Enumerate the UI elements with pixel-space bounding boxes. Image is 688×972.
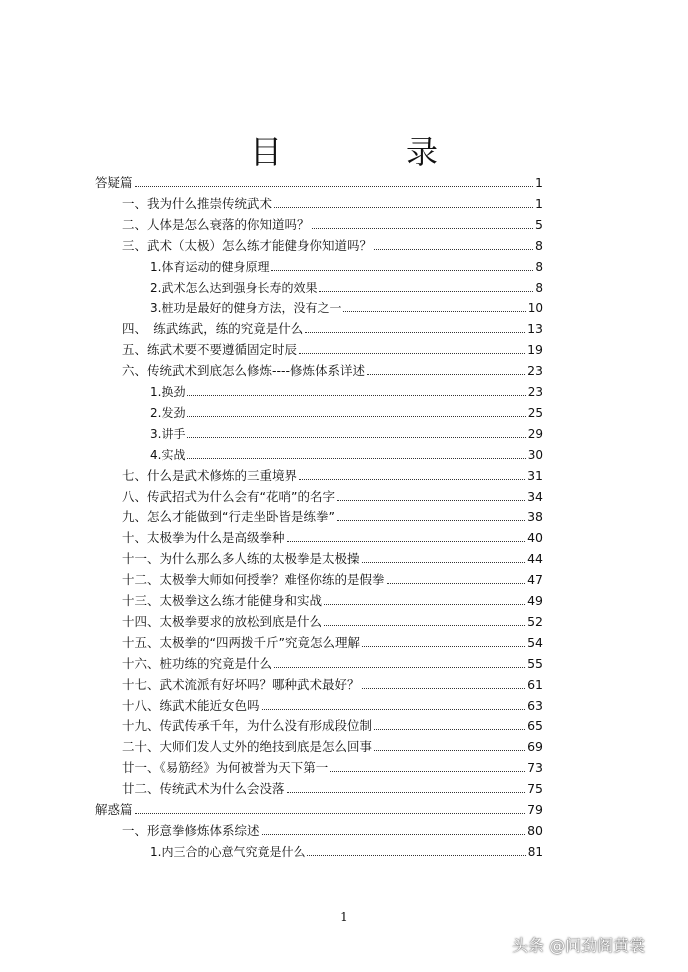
toc-entry-label: 二、人体是怎么衰落的你知道吗？ [122,216,310,232]
watermark: 头条 @问劲阁黄裳 [512,936,646,955]
toc-entry-label: 九、怎么才能做到“行走坐卧皆是练拳” [122,509,335,525]
toc-entry[interactable] [122,196,543,212]
toc-entry[interactable] [150,447,543,463]
toc-entry-page: 40 [527,530,543,546]
toc-entry-label: 2.武术怎么达到强身长寿的效果 [150,280,318,295]
toc-entry[interactable] [150,384,543,400]
toc-entry-page: 10 [527,301,543,316]
toc-entry-label: 1.内三合的心意气究竟是什么 [150,844,306,859]
toc-entry-page: 79 [527,802,543,817]
toc-entry[interactable] [122,489,543,505]
toc-entry-page: 75 [527,781,543,797]
toc-leader-dots [271,269,533,271]
toc-leader-dots [312,227,534,229]
toc-leader-dots [387,582,526,584]
toc-entry-label: 十六、桩功练的究竟是什么 [122,655,273,671]
toc-entry-label: 十三、太极拳这么练才能健身和实战 [122,593,323,608]
toc-entry-page: 25 [527,405,543,420]
toc-leader-dots [362,687,526,689]
toc-entry-label: 八、传武招式为什么会有“花哨”的名字 [122,488,335,504]
toc-entry[interactable] [150,844,543,860]
toc-entry-label: 十八、练武术能近女色吗 [122,697,260,713]
toc-entry-label: 1.体育运动的健身原理 [150,259,270,274]
toc-entry-page: 1 [535,175,543,190]
toc-leader-dots [187,457,525,459]
toc-leader-dots [187,415,525,417]
toc-entry-page: 69 [527,739,543,755]
toc-entry-label: 2.发劲 [150,405,186,420]
toc-leader-dots [337,519,525,521]
toc-entry-page: 1 [535,195,543,211]
toc-entry-page: 30 [527,447,543,462]
toc-entry-page: 73 [527,760,543,776]
toc-entry[interactable] [122,363,543,379]
toc-entry-page: 81 [527,844,543,859]
table-of-contents [0,175,688,865]
toc-entry-label: 二十、大师们发人丈外的绝技到底是怎么回事 [122,739,373,755]
toc-entry[interactable] [150,280,543,296]
toc-entry[interactable] [122,656,543,672]
toc-entry-page: 23 [527,385,543,399]
toc-leader-dots [319,290,533,292]
toc-leader-dots [362,645,525,647]
toc-entry-page: 13 [527,321,543,337]
toc-leader-dots [362,561,526,563]
toc-leader-dots [187,394,525,396]
toc-entry-page: 23 [527,363,543,379]
toc-entry[interactable] [122,739,543,755]
toc-entry-label: 五、练武术要不要遵循固定时辰 [122,342,298,358]
toc-leader-dots [307,854,525,856]
toc-entry[interactable] [122,551,543,567]
toc-entry-page: 8 [535,237,543,253]
toc-entry-page: 55 [527,655,543,671]
toc-entry-label: 廿一、《易筋经》为何被誉为天下第一 [122,760,329,776]
toc-entry-label: 十一、为什么那么多人练的太极拳是太极操 [122,551,360,567]
toc-entry-label: 六、传统武术到底怎么修炼----修炼体系详述 [122,363,366,379]
toc-entry[interactable] [122,718,543,734]
toc-entry[interactable] [150,300,543,316]
toc-entry-label: 答疑篇 [95,175,133,190]
toc-entry-page: 44 [527,551,543,567]
toc-entry-label: 解惑篇 [95,802,133,817]
toc-entry-label: 十七、武术流派有好坏吗？哪种武术最好？ [122,676,360,692]
toc-entry-page: 61 [527,676,543,692]
toc-entry-page: 80 [527,822,543,838]
toc-entry[interactable] [122,572,543,588]
toc-entry-page: 29 [527,426,543,441]
toc-leader-dots [135,185,534,187]
toc-entry-label: 一、形意拳修炼体系综述 [122,822,260,838]
toc-entry[interactable] [95,802,543,818]
toc-leader-dots [374,749,525,751]
toc-entry[interactable] [122,468,543,484]
page-title: 目 录 [249,133,484,171]
toc-leader-dots [374,728,525,730]
toc-entry[interactable] [122,593,543,609]
toc-entry-label: 四、 练武练武，练的究竟是什么 [122,321,304,337]
toc-leader-dots [262,708,526,710]
toc-entry-page: 63 [527,697,543,713]
toc-entry[interactable] [122,217,543,233]
toc-leader-dots [299,352,525,354]
toc-entry-page: 8 [535,259,543,274]
toc-leader-dots [337,499,525,501]
toc-entry[interactable] [122,509,543,525]
toc-entry-page: 49 [527,593,543,608]
toc-entry[interactable] [122,530,543,546]
toc-leader-dots [343,310,525,312]
toc-leader-dots [274,206,533,208]
toc-entry-page: 47 [527,572,543,588]
toc-entry[interactable] [122,321,543,337]
toc-leader-dots [187,436,525,438]
toc-entry-page: 54 [527,634,543,650]
toc-entry-label: 十四、太极拳要求的放松到底是什么 [122,613,323,629]
toc-entry-page: 5 [535,216,543,232]
toc-entry-page: 65 [527,718,543,734]
toc-entry-label: 十二、太极拳大师如何授拳？难怪你练的是假拳 [122,572,385,588]
toc-entry[interactable] [150,259,543,275]
toc-entry-label: 廿二、传统武术为什么会没落 [122,781,285,797]
toc-entry-page: 38 [527,509,543,525]
toc-entry-label: 三、武术（太极）怎么练才能健身你知道吗？ [122,237,373,253]
toc-entry-page: 19 [527,342,543,358]
toc-entry-label: 3.桩功是最好的健身方法，没有之一 [150,301,342,316]
toc-entry-label: 1.换劲 [150,385,186,399]
toc-entry-page: 52 [527,613,543,629]
toc-entry-label: 4.实战 [150,447,186,462]
toc-entry[interactable] [122,342,543,358]
toc-leader-dots [287,540,526,542]
toc-leader-dots [287,791,526,793]
toc-entry-label: 七、什么是武术修炼的三重境界 [122,467,298,483]
toc-leader-dots [274,666,525,668]
toc-entry-page: 34 [527,488,543,504]
toc-leader-dots [135,812,526,814]
toc-entry[interactable] [95,175,543,191]
toc-entry[interactable] [150,426,543,442]
toc-entry-page: 31 [527,467,543,483]
toc-entry-label: 十五、太极拳的“四两拨千斤”究竟怎么理解 [122,634,360,650]
toc-leader-dots [324,603,525,605]
toc-leader-dots [367,373,525,375]
toc-entry[interactable] [122,677,543,693]
page-number: 1 [340,910,348,924]
toc-entry[interactable] [150,405,543,421]
toc-leader-dots [262,833,526,835]
toc-entry-page: 8 [535,280,543,295]
toc-entry-label: 3.讲手 [150,426,186,441]
toc-entry[interactable] [122,781,543,797]
toc-leader-dots [305,331,525,333]
toc-entry[interactable] [122,698,543,714]
toc-leader-dots [324,624,525,626]
toc-entry[interactable] [122,635,543,651]
toc-entry-label: 十九、传武传承千年，为什么没有形成段位制 [122,718,373,734]
toc-entry-label: 一、我为什么推崇传统武术 [122,195,273,211]
toc-entry-label: 十、太极拳为什么是高级拳种 [122,530,285,546]
toc-leader-dots [299,478,525,480]
toc-leader-dots [374,248,533,250]
toc-entry[interactable] [122,823,543,839]
toc-entry[interactable] [122,238,543,254]
toc-entry[interactable] [122,614,543,630]
toc-entry[interactable] [122,760,543,776]
toc-leader-dots [330,770,525,772]
